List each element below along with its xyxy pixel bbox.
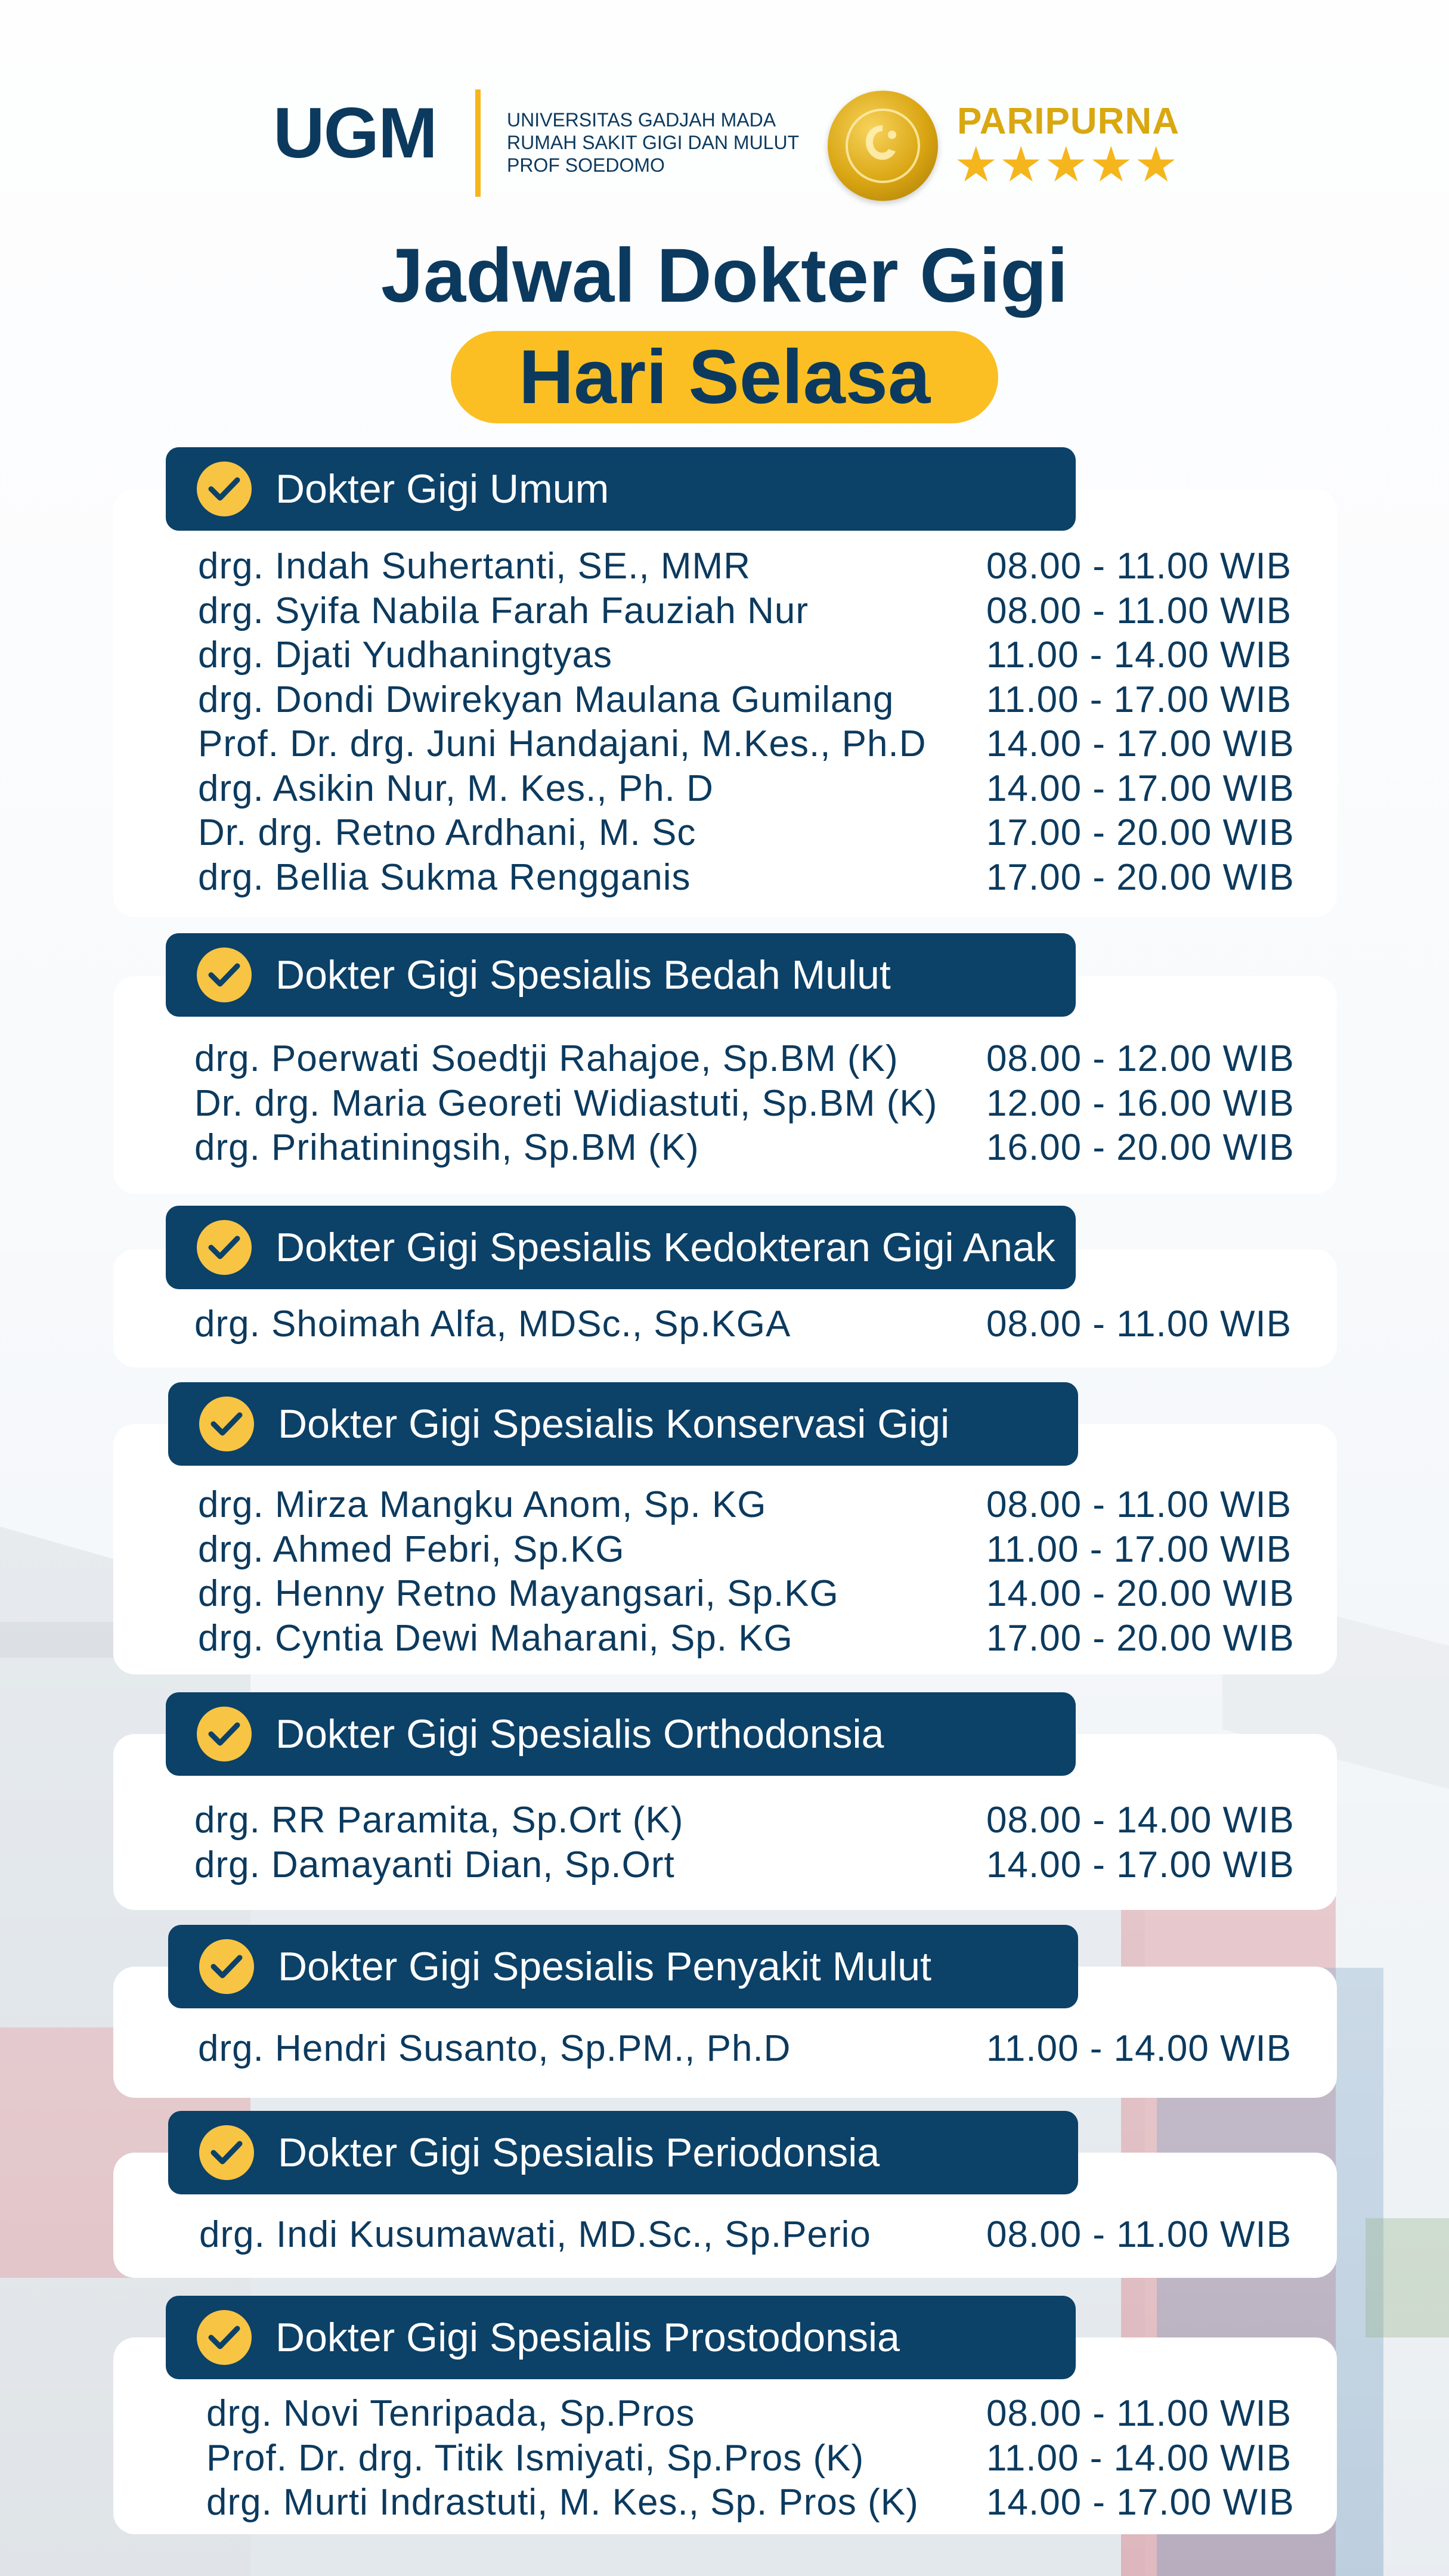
practice-hours: 11.00 - 14.00 WIB (986, 2438, 1292, 2479)
practice-hours: 17.00 - 20.00 WIB (986, 857, 1295, 898)
doctor-name: drg. Ahmed Febri, Sp.KG (198, 1529, 625, 1570)
doctor-row (194, 1125, 1300, 1170)
check-icon (199, 1939, 254, 1994)
doctor-name: Prof. Dr. drg. Juni Handajani, M.Kes., Ph.D (198, 723, 927, 764)
doctor-row (194, 1036, 1300, 1081)
practice-hours: 14.00 - 20.00 WIB (986, 1573, 1295, 1614)
doctor-row (194, 1798, 1300, 1843)
doctor-name: drg. Damayanti Dian, Sp.Ort (194, 1844, 675, 1885)
doctor-name: drg. Asikin Nur, M. Kes., Ph. D (198, 768, 714, 809)
doctor-name: drg. Mirza Mangku Anom, Sp. KG (198, 1484, 767, 1525)
doctor-row (198, 722, 1300, 766)
practice-hours: 08.00 - 11.00 WIB (986, 2393, 1292, 2434)
check-icon (197, 1707, 252, 1761)
section-header (166, 447, 1076, 531)
section-header (166, 1206, 1076, 1289)
doctor-name: drg. Prihatiningsih, Sp.BM (K) (194, 1127, 699, 1168)
doctor-row (198, 677, 1300, 722)
practice-hours: 12.00 - 16.00 WIB (986, 1083, 1295, 1124)
doctor-row (198, 1527, 1300, 1572)
doctor-row (198, 1616, 1300, 1661)
doctor-row (198, 1482, 1300, 1527)
check-icon (199, 2125, 254, 2180)
practice-hours: 08.00 - 11.00 WIB (986, 1484, 1292, 1525)
institution-line: PROF SOEDOMO (507, 154, 665, 176)
doctor-name: drg. Syifa Nabila Farah Fauziah Nur (198, 590, 809, 631)
practice-hours: 08.00 - 11.00 WIB (986, 1304, 1292, 1345)
doctor-row (198, 1571, 1300, 1616)
check-icon (197, 462, 252, 516)
practice-hours: 08.00 - 11.00 WIB (986, 546, 1292, 587)
practice-hours: 08.00 - 11.00 WIB (986, 2214, 1292, 2255)
doctor-row (194, 1843, 1300, 1887)
practice-hours: 14.00 - 17.00 WIB (986, 1844, 1295, 1885)
doctor-row (198, 855, 1300, 900)
section-title: Dokter Gigi Spesialis Bedah Mulut (275, 952, 891, 998)
section-header (166, 1692, 1076, 1776)
doctor-name: drg. Poerwati Soedtji Rahajoe, Sp.BM (K) (194, 1038, 899, 1079)
section-header (166, 2296, 1076, 2379)
practice-hours: 11.00 - 17.00 WIB (986, 1529, 1292, 1570)
day-label: Hari Selasa (518, 335, 931, 420)
doctor-row (206, 2480, 1300, 2525)
section-header (166, 933, 1076, 1017)
doctor-row (198, 633, 1300, 677)
doctor-name: drg. Bellia Sukma Rengganis (198, 857, 691, 898)
doctor-row (198, 766, 1300, 811)
practice-hours: 16.00 - 20.00 WIB (986, 1127, 1295, 1168)
doctor-row (206, 2436, 1300, 2481)
doctor-name: drg. Dondi Dwirekyan Maulana Gumilang (198, 679, 894, 720)
practice-hours: 14.00 - 17.00 WIB (986, 2482, 1295, 2523)
section-title: Dokter Gigi Spesialis Penyakit Mulut (278, 1944, 932, 1989)
doctor-name: drg. Cyntia Dewi Maharani, Sp. KG (198, 1618, 793, 1659)
section-header (168, 1382, 1078, 1466)
institution-name (507, 109, 841, 177)
doctor-row (199, 2212, 1300, 2257)
doctor-row (198, 810, 1300, 855)
practice-hours: 11.00 - 14.00 WIB (986, 2028, 1292, 2069)
doctor-row (194, 1302, 1300, 1346)
practice-hours: 14.00 - 17.00 WIB (986, 723, 1295, 764)
accreditation-label: PARIPURNA (957, 101, 1179, 142)
doctor-row (206, 2391, 1300, 2436)
doctor-name: drg. Murti Indrastuti, M. Kes., Sp. Pros (K) (206, 2482, 919, 2523)
practice-hours: 08.00 - 14.00 WIB (986, 1800, 1295, 1841)
accreditation-seal-icon (828, 91, 938, 201)
page-title: Jadwal Dokter Gigi (380, 233, 1069, 318)
section-title: Dokter Gigi Spesialis Konservasi Gigi (278, 1401, 950, 1447)
check-icon (197, 948, 252, 1002)
doctor-name: drg. Hendri Susanto, Sp.PM., Ph.D (198, 2028, 791, 2069)
doctor-name: drg. Indi Kusumawati, MD.Sc., Sp.Perio (199, 2214, 871, 2255)
doctor-name: Dr. drg. Retno Ardhani, M. Sc (198, 812, 696, 853)
logo-divider (475, 89, 481, 197)
doctor-row (198, 544, 1300, 589)
practice-hours: 11.00 - 14.00 WIB (986, 634, 1292, 676)
star-rating: ★★★★★ (954, 138, 1179, 192)
doctor-row (194, 1081, 1300, 1126)
section-title: Dokter Gigi Umum (275, 466, 609, 512)
doctor-name: Prof. Dr. drg. Titik Ismiyati, Sp.Pros (K) (206, 2438, 865, 2479)
doctor-name: drg. Novi Tenripada, Sp.Pros (206, 2393, 695, 2434)
section-title: Dokter Gigi Spesialis Periodonsia (278, 2130, 880, 2175)
institution-line: RUMAH SAKIT GIGI DAN MULUT (507, 132, 800, 153)
doctor-name: drg. Djati Yudhaningtyas (198, 634, 612, 676)
doctor-name: drg. Shoimah Alfa, MDSc., Sp.KGA (194, 1304, 791, 1345)
practice-hours: 08.00 - 11.00 WIB (986, 590, 1292, 631)
doctor-name: drg. Indah Suhertanti, SE., MMR (198, 546, 751, 587)
section-title: Dokter Gigi Spesialis Prostodonsia (275, 2315, 900, 2360)
practice-hours: 17.00 - 20.00 WIB (986, 1618, 1295, 1659)
practice-hours: 08.00 - 12.00 WIB (986, 1038, 1295, 1079)
section-title: Dokter Gigi Spesialis Kedokteran Gigi Anak (275, 1225, 1055, 1270)
practice-hours: 11.00 - 17.00 WIB (986, 679, 1292, 720)
doctor-name: drg. RR Paramita, Sp.Ort (K) (194, 1800, 684, 1841)
check-icon (197, 2310, 252, 2365)
check-icon (199, 1397, 254, 1451)
check-icon (197, 1220, 252, 1275)
doctor-row (198, 589, 1300, 633)
doctor-name: Dr. drg. Maria Georeti Widiastuti, Sp.BM (K) (194, 1083, 938, 1124)
practice-hours: 14.00 - 17.00 WIB (986, 768, 1295, 809)
section-header (168, 2111, 1078, 2194)
section-title: Dokter Gigi Spesialis Orthodonsia (275, 1711, 884, 1757)
doctor-name: drg. Henny Retno Mayangsari, Sp.KG (198, 1573, 839, 1614)
doctor-row (198, 2026, 1300, 2071)
ugm-logo: UGM (273, 93, 436, 173)
practice-hours: 17.00 - 20.00 WIB (986, 812, 1295, 853)
section-header (168, 1925, 1078, 2008)
institution-line: UNIVERSITAS GADJAH MADA (507, 109, 776, 131)
